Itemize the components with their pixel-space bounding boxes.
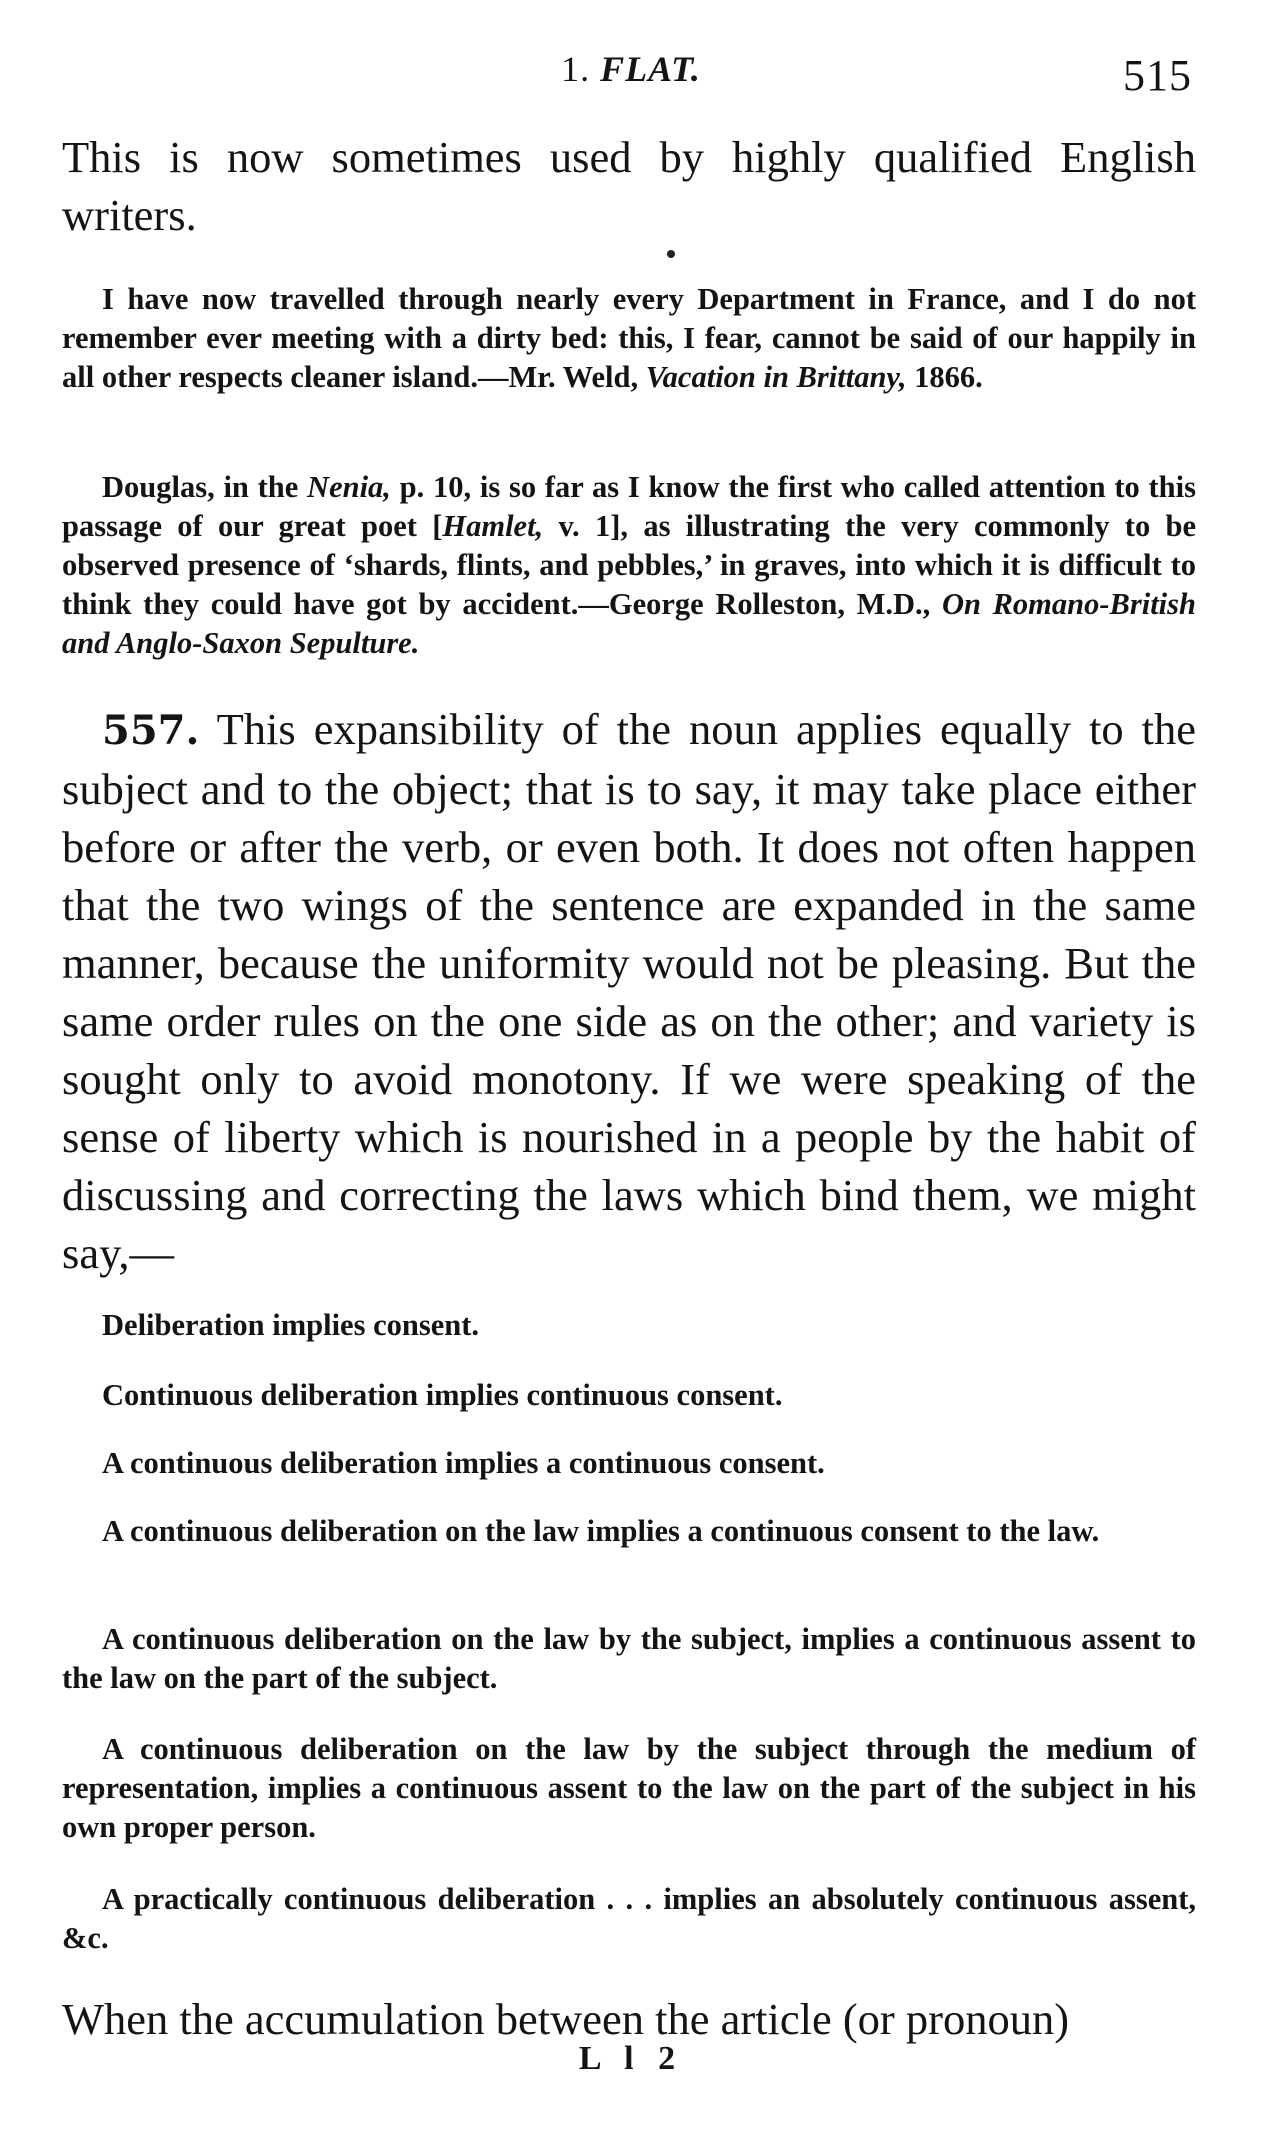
example-6: A continuous deliberation on the law by the subject through the medium of representation, implies a continuous assent to the law on the part of the subject in his own proper person. bbox=[62, 1732, 1196, 1844]
quote-weld-year: 1866. bbox=[906, 360, 983, 394]
example-4: A continuous deliberation on the law implies a continuous consent to the law. bbox=[102, 1514, 1100, 1548]
quote-rolleston-hamlet: Hamlet, bbox=[442, 509, 544, 543]
quote-rolleston-part2: p. 10, is so far as I know the first who called attention to this passage of our great poet [ bbox=[62, 470, 1196, 543]
running-header bbox=[70, 48, 1192, 98]
signature-mark: L l 2 bbox=[578, 2040, 684, 2077]
quote-rolleston bbox=[62, 468, 1196, 663]
quote-weld bbox=[62, 280, 1196, 397]
example-3: A continuous deliberation implies a continuous consent. bbox=[102, 1446, 825, 1480]
printer-dot bbox=[667, 250, 675, 258]
quote-rolleston-nenia: Nenia, bbox=[307, 470, 391, 504]
paragraph-557-text: This expansibility of the noun applies equally to the subject and to the object; that is to say, it may take place either before or after the verb, or even both. It does not often happen that the two wings of the sentence are expanded in the same manner, because the uniformity would not be pleasing. But the same order rules on the one side as on the other; and variety is sought only to avoid monotony. If we were speaking of the sense of liberty which is nourished in a people by the habit of discussing and correcting the laws which bind them, we might say,— bbox=[62, 704, 1196, 1278]
example-5: A continuous deliberation on the law by the subject, implies a continuous assent to the law on the part of the subject. bbox=[62, 1622, 1196, 1695]
intro-paragraph: This is now sometimes used by highly qualified English writers. bbox=[62, 132, 1196, 240]
section-word: FLAT. bbox=[600, 49, 701, 89]
quote-rolleston-part1: Douglas, in the bbox=[102, 470, 308, 504]
closing-line: When the accumulation between the article (or pronoun) bbox=[62, 1994, 1070, 2044]
example-1: Deliberation implies consent. bbox=[102, 1308, 479, 1342]
quote-weld-title: Vacation in Brittany, bbox=[645, 360, 907, 394]
example-2: Continuous deliberation implies continuous consent. bbox=[102, 1378, 783, 1412]
quote-rolleston-work: On Romano-British and Anglo-Saxon Sepulture. bbox=[62, 587, 1196, 660]
example-7: A practically continuous deliberation . . . implies an absolutely continuous assent, &c. bbox=[62, 1882, 1196, 1955]
quote-weld-text: I have now travelled through nearly every Department in France, and I do not remember ever meeting with a dirty bed: this, I fear, cannot be said of our happily in all other respects cleaner island.—Mr. Weld, bbox=[62, 282, 1196, 394]
section-title bbox=[70, 48, 1192, 90]
page-number: 515 bbox=[1123, 51, 1192, 100]
section-number: 1. bbox=[561, 49, 591, 89]
paragraph-number: 557. bbox=[102, 707, 200, 754]
quote-rolleston-part3: v. 1], as illustrating the very commonly to be observed presence of ‘shards, flints, and pebbles,’ in graves, into which it is difficult to think they could have got by accident.—George Rolleston, M.D., bbox=[62, 509, 1196, 621]
paragraph-557 bbox=[62, 700, 1196, 1282]
